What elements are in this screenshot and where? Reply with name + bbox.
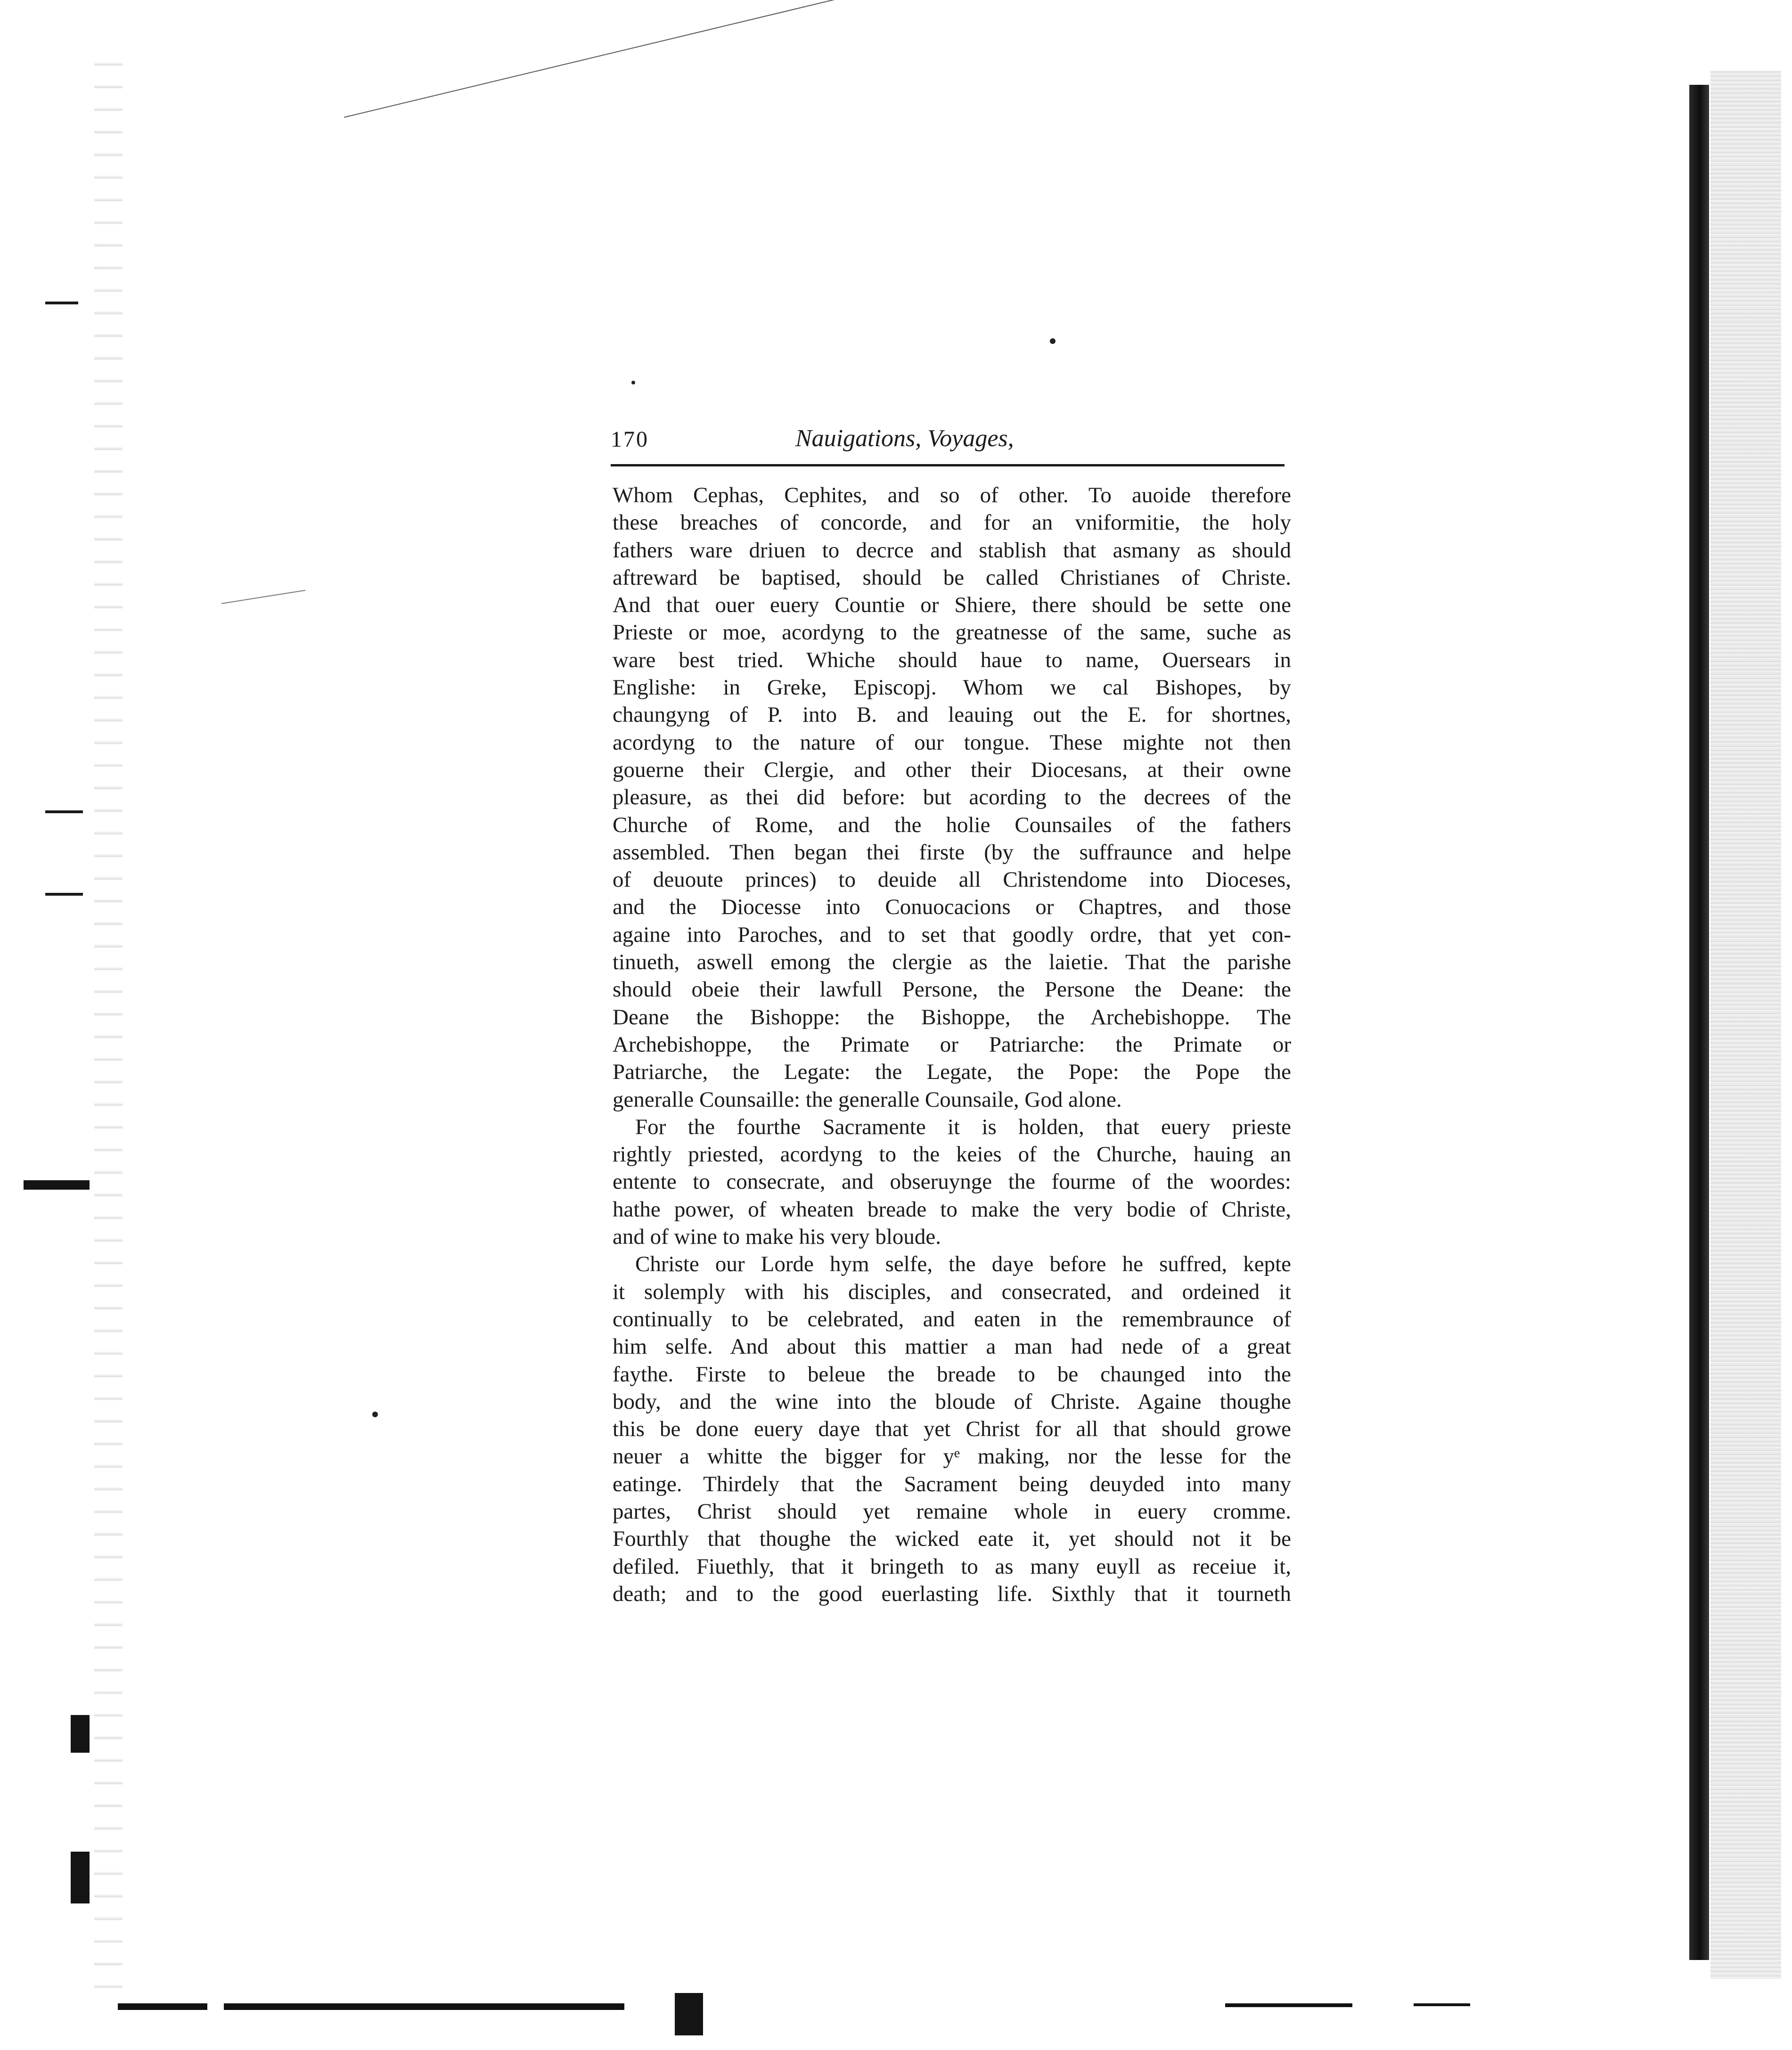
text-line: death; and to the good euerlasting life. Sixthly that it tourneth bbox=[613, 1581, 1291, 1606]
scan-left-edge bbox=[94, 57, 123, 2007]
scan-right-edge-shadow bbox=[1689, 85, 1709, 1960]
running-head bbox=[611, 426, 1285, 466]
text-line: Whom Cephas, Cephites, and so of other. To auoide therefore bbox=[613, 483, 1291, 507]
text-line: hathe power, of wheaten breade to make the very bodie of Christe, bbox=[613, 1197, 1291, 1222]
text-line: againe into Paroches, and to set that goodly ordre, that yet con- bbox=[613, 922, 1291, 947]
text-line: eatinge. Thirdely that the Sacrament being deuyded into many bbox=[613, 1471, 1291, 1496]
text-line: neuer a whitte the bigger for yᵉ making, nor the lesse for the bbox=[613, 1444, 1291, 1469]
margin-scan-block bbox=[71, 1715, 90, 1753]
body-text bbox=[613, 482, 1291, 1608]
bottom-scan-rule bbox=[1225, 2003, 1352, 2007]
text-line: tinueth, aswell emong the clergie as the laietie. That the parishe bbox=[613, 950, 1291, 975]
text-line: Englishe: in Greke, Episcopj. Whom we cal Bishopes, by bbox=[613, 675, 1291, 700]
scan-speck bbox=[1050, 338, 1056, 344]
text-line: of deuoute princes) to deuide all Christendome into Dioceses, bbox=[613, 867, 1291, 892]
text-line: body, and the wine into the bloude of Christe. Againe thoughe bbox=[613, 1389, 1291, 1414]
text-line: faythe. Firste to beleue the breade to be chaunged into the bbox=[613, 1362, 1291, 1387]
text-line: Christe our Lorde hym selfe, the daye before he suffred, kepte bbox=[635, 1252, 1291, 1277]
text-line: this be done euery daye that yet Christ for all that should growe bbox=[613, 1417, 1291, 1442]
text-line: Prieste or moe, acordyng to the greatnesse of the same, suche as bbox=[613, 620, 1291, 645]
margin-scan-block bbox=[71, 1852, 90, 1903]
bottom-scan-block bbox=[675, 1993, 703, 2035]
text-line: generalle Counsaille: the generalle Counsaile, God alone. bbox=[613, 1087, 1122, 1112]
text-line: Fourthly that thoughe the wicked eate it, yet should not it be bbox=[613, 1527, 1291, 1552]
text-line: rightly priested, acordyng to the keies of the Churche, hauing an bbox=[613, 1142, 1291, 1167]
text-line: it solemply with his disciples, and consecrated, and ordeined it bbox=[613, 1279, 1291, 1304]
text-line: chaungyng of P. into B. and leauing out the E. for shortnes, bbox=[613, 702, 1291, 727]
text-line: defiled. Fiuethly, that it bringeth to as many euyll as receiue it, bbox=[613, 1554, 1291, 1579]
margin-mark bbox=[45, 893, 83, 896]
text-line: and the Diocesse into Conuocacions or Chaptres, and those bbox=[613, 895, 1291, 920]
page-number: 170 bbox=[611, 427, 649, 452]
text-line: Archebishoppe, the Primate or Patriarche: the Primate or bbox=[613, 1032, 1291, 1057]
text-line: For the fourthe Sacramente it is holden, that euery prieste bbox=[635, 1114, 1291, 1139]
text-line: Churche of Rome, and the holie Counsailes of the fathers bbox=[613, 812, 1291, 837]
margin-mark bbox=[45, 302, 78, 304]
text-line: should obeie their lawfull Persone, the Persone the Deane: the bbox=[613, 977, 1291, 1002]
scan-right-edge-noise bbox=[1710, 71, 1781, 1979]
text-line: pleasure, as thei did before: but acording to the decrees of the bbox=[613, 785, 1291, 810]
bottom-scan-rule bbox=[118, 2003, 207, 2010]
margin-scan-block bbox=[24, 1180, 90, 1190]
text-line: acordyng to the nature of our tongue. These mighte not then bbox=[613, 730, 1291, 755]
scan-speck bbox=[372, 1412, 378, 1417]
text-line: fathers ware driuen to decrce and stablish that asmany as should bbox=[613, 538, 1291, 563]
text-line: Patriarche, the Legate: the Legate, the Pope: the Pope the bbox=[613, 1060, 1291, 1085]
text-line: continually to be celebrated, and eaten in the remembraunce of bbox=[613, 1307, 1291, 1331]
text-line: aftreward be baptised, should be called Christianes of Christe. bbox=[613, 565, 1291, 590]
margin-mark bbox=[45, 810, 83, 813]
scan-speck bbox=[631, 381, 635, 384]
bottom-scan-rule bbox=[224, 2003, 624, 2010]
running-title: Nauigations, Voyages, bbox=[795, 425, 1014, 452]
text-line: partes, Christ should yet remaine whole in euery cromme. bbox=[613, 1499, 1291, 1524]
text-line: assembled. Then began thei firste (by the suffraunce and helpe bbox=[613, 840, 1291, 865]
text-line: Deane the Bishoppe: the Bishoppe, the Archebishoppe. The bbox=[613, 1005, 1291, 1029]
bottom-scan-rule bbox=[1414, 2003, 1470, 2006]
stray-pen-line-small bbox=[221, 590, 305, 604]
text-line: him selfe. And about this mattier a man had nede of a great bbox=[613, 1334, 1291, 1359]
text-line: ware best tried. Whiche should haue to name, Ouersears in bbox=[613, 647, 1291, 672]
text-line: these breaches of concorde, and for an vniformitie, the holy bbox=[613, 510, 1291, 535]
text-line: and of wine to make his very bloude. bbox=[613, 1225, 941, 1250]
text-line: gouerne their Clergie, and other their Diocesans, at their owne bbox=[613, 757, 1291, 782]
stray-pen-line bbox=[344, 0, 931, 118]
text-line: And that ouer euery Countie or Shiere, there should be sette one bbox=[613, 593, 1291, 618]
text-line: entente to consecrate, and obseruynge the fourme of the woordes: bbox=[613, 1169, 1291, 1194]
